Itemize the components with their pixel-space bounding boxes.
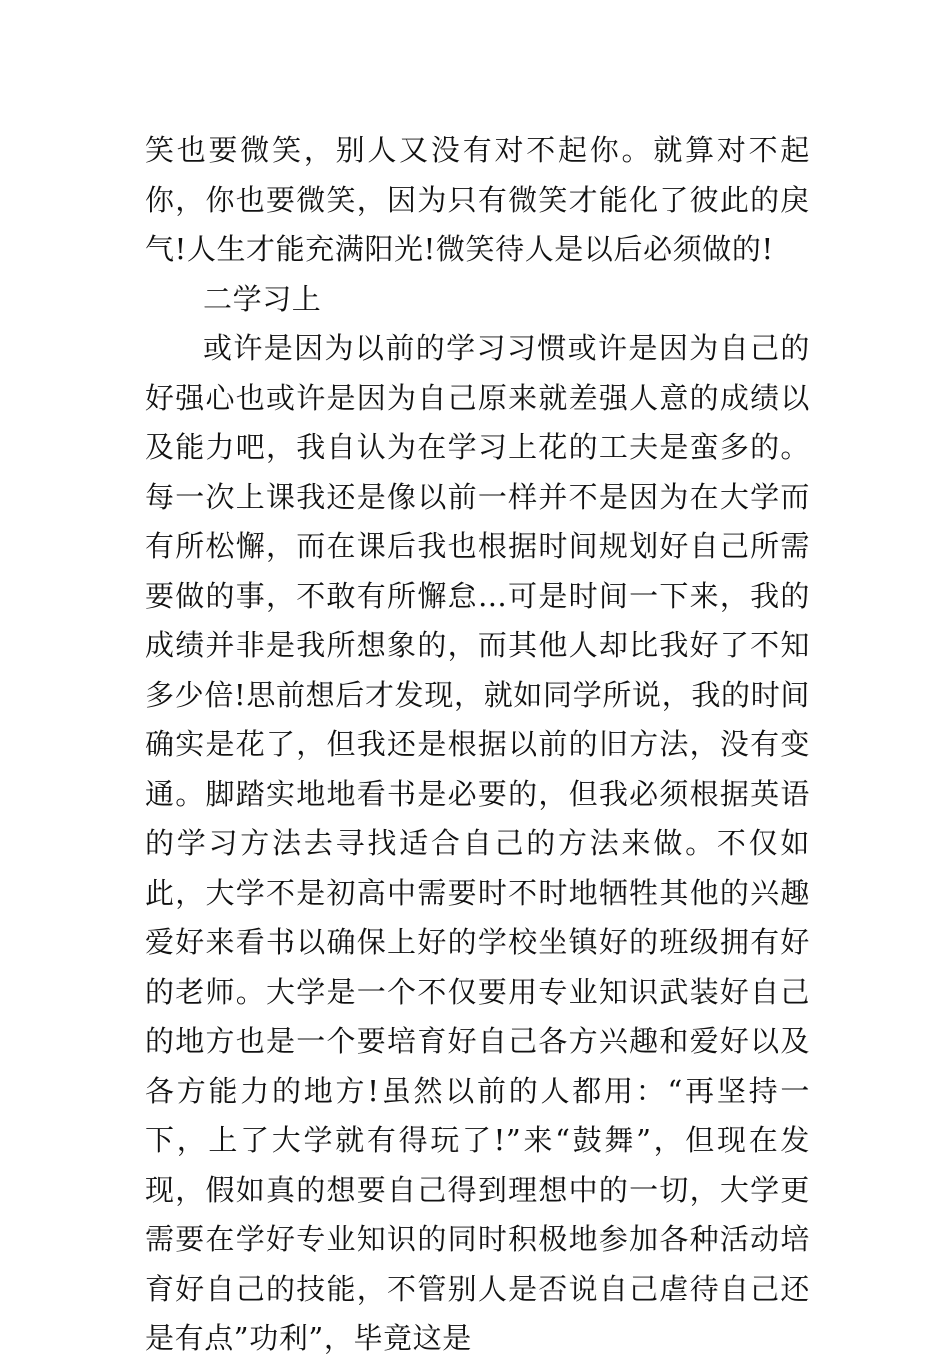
section-heading: 二学习上 [203, 281, 322, 316]
paragraph-continuation: 笑也要微笑，别人又没有对不起你。就算对不起你，你也要微笑，因为只有微笑才能化了彼此的戾气!人生才能充满阳光!微笑待人是以后必须做的! [145, 133, 810, 266]
document-body [145, 126, 810, 1364]
paragraph-study: 或许是因为以前的学习习惯或许是因为自己的好强心也或许是因为自己原来就差强人意的成绩以及能力吧，我自认为在学习上花的工夫是蛮多的。每一次上课我还是像以前一样并不是因为在大学而有所松懈，而在课后我也根据时间规划好自己所需要做的事，不敢有所懈怠…可是时间一下来，我的成绩并非是我所想象的，而其他人却比我好了不知多少倍!思前想后才发现，就如同学所说，我的时间确实是花了，但我还是根据以前的旧方法，没有变通。脚踏实地地看书是必要的，但我必须根据英语的学习方法去寻找适合自己的方法来做。不仅如此，大学不是初高中需要时不时地牺牲其他的兴趣爱好来看书以确保上好的学校坐镇好的班级拥有好的老师。大学是一个不仅要用专业知识武装好自己的地方也是一个要培育好自己各方兴趣和爱好以及各方能力的地方!虽然以前的人都用：“再坚持一下，上了大学就有得玩了!”来“鼓舞”，但现在发现，假如真的想要自己得到理想中的一切，大学更需要在学好专业知识的同时积极地参加各种活动培育好自己的技能，不管别人是否说自己虐待自己还是有点”功利”，毕竟这是 [145, 331, 810, 1355]
